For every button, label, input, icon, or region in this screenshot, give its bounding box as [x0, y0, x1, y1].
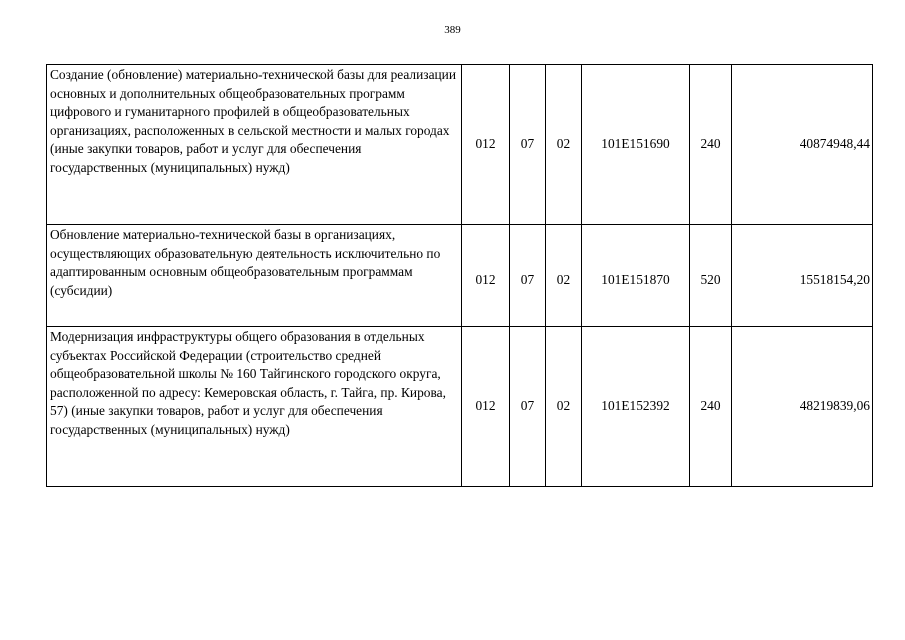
- ministry-code: 012: [462, 65, 510, 225]
- target-article-code: 101E152392: [582, 327, 690, 487]
- budget-table: [46, 64, 873, 487]
- row-description: Обновление материально-технической базы в организациях, осуществляющих образовательную деятельность исключительно по адаптированным основным общеобразовательным программам (субсидии): [47, 225, 462, 327]
- table-row: [47, 225, 873, 327]
- page-number: 389: [444, 24, 461, 36]
- section-code: 07: [510, 65, 546, 225]
- table-row: [47, 65, 873, 225]
- subsection-code: 02: [546, 225, 582, 327]
- amount-value: 48219839,06: [732, 327, 873, 487]
- expense-type-code: 520: [690, 225, 732, 327]
- ministry-code: 012: [462, 327, 510, 487]
- section-code: 07: [510, 225, 546, 327]
- section-code: 07: [510, 327, 546, 487]
- amount-value: 40874948,44: [732, 65, 873, 225]
- row-description: Модернизация инфраструктуры общего образования в отдельных субъектах Российской Федерации (строительство средней общеобразовательной школы № 160 Тайгинского городского округа, расположенной по адресу: Кемеровская область, г. Тайга, пр. Кирова, 57) (иные закупки товаров, работ и услуг для обеспечения государственных (муниципальных) нужд): [47, 327, 462, 487]
- row-description: Создание (обновление) материально-технической базы для реализации основных и дополнительных общеобразовательных программ цифрового и гуманитарного профилей в общеобразовательных организациях, расположенных в сельской местности и малых городах (иные закупки товаров, работ и услуг для обеспечения государственных (муниципальных) нужд): [47, 65, 462, 225]
- expense-type-code: 240: [690, 65, 732, 225]
- amount-value: 15518154,20: [732, 225, 873, 327]
- table-row: [47, 327, 873, 487]
- subsection-code: 02: [546, 65, 582, 225]
- target-article-code: 101E151870: [582, 225, 690, 327]
- ministry-code: 012: [462, 225, 510, 327]
- subsection-code: 02: [546, 327, 582, 487]
- target-article-code: 101E151690: [582, 65, 690, 225]
- expense-type-code: 240: [690, 327, 732, 487]
